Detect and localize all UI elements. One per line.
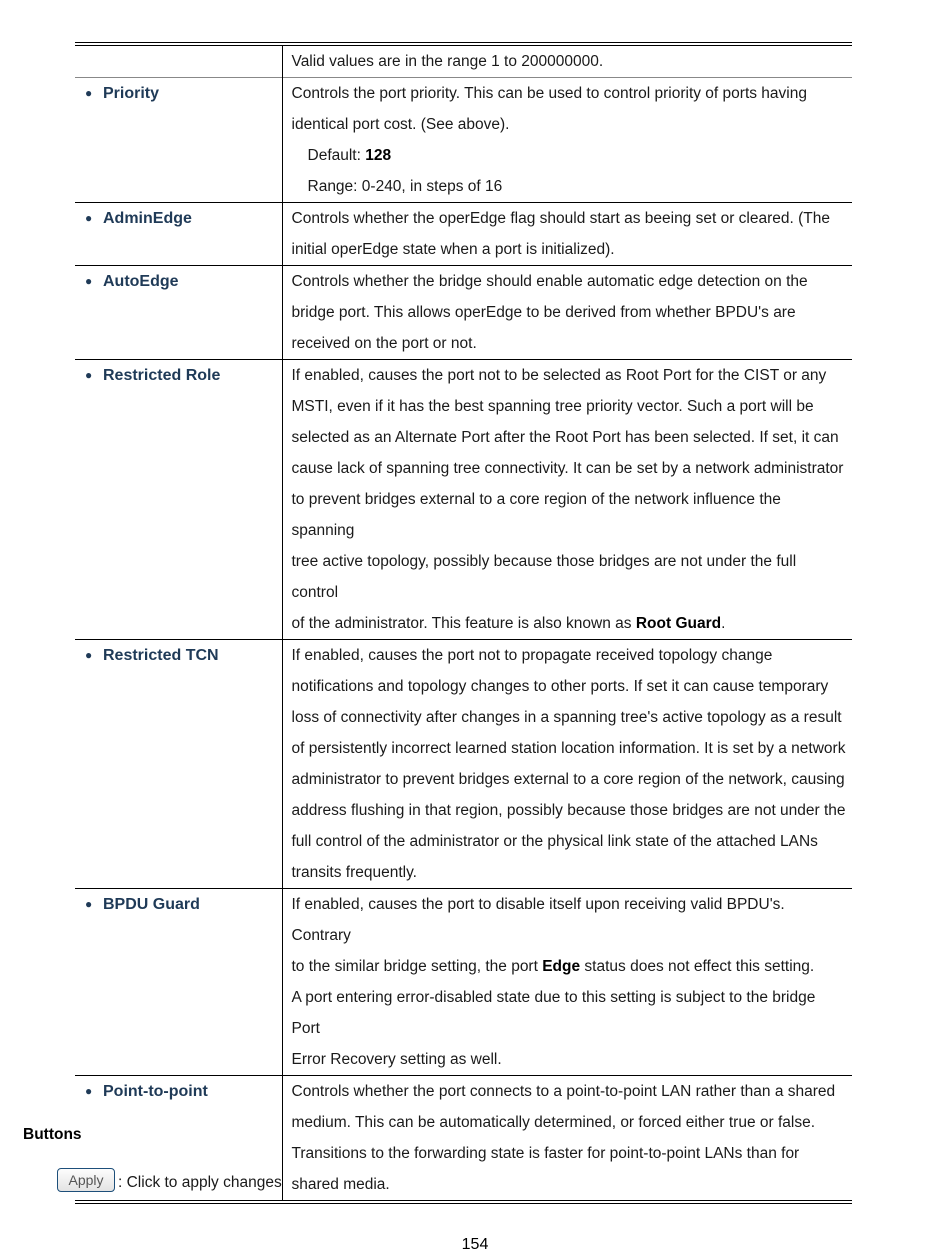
parameter-cell [75,889,282,1076]
description [283,360,853,639]
description-line: to prevent bridges external to a core region of the network influence the spanning [291,491,781,539]
description-cell [282,46,852,78]
parameter-label: Restricted Role [103,367,221,384]
description-line: tree active topology, possibly because those bridges are not under the full control [291,553,797,601]
description-line: If enabled, causes the port not to propagate received topology change [291,647,773,664]
parameter-name [75,640,282,671]
bullet-icon: ● [85,86,93,100]
line-text: status does not effect this setting. [580,958,815,975]
description-line: cause lack of spanning tree connectivity. It can be set by a network administrator [291,460,844,477]
description-line: Error Recovery setting as well. [291,1051,502,1068]
parameter-name [75,266,282,297]
line-text: of the administrator. This feature is also known as [291,615,636,632]
bullet-icon: ● [85,211,93,225]
description-line: transits frequently. [291,864,417,881]
table-row [75,360,852,640]
description-line: selected as an Alternate Port after the Root Port has been selected. If set, it can [291,429,839,446]
description-line: MSTI, even if it has the best spanning tree priority vector. Such a port will be [291,398,814,415]
parameter-cell [75,640,282,889]
buttons-section-title: Buttons [23,1126,82,1143]
parameter-name [75,889,282,920]
parameter-table-body [75,46,852,1200]
parameter-name [75,78,282,109]
description-line: Controls the port priority. This can be used to control priority of ports having [291,85,807,102]
apply-button[interactable]: Apply [57,1168,115,1192]
bullet-icon: ● [85,274,93,288]
parameter-label: AutoEdge [103,273,179,290]
description-cell [282,640,852,889]
description [283,1076,853,1200]
description-line: administrator to prevent bridges external to a core region of the network, causing [291,771,845,788]
parameter-label: Point-to-point [103,1083,208,1100]
description-line: Controls whether the bridge should enable automatic edge detection on the [291,273,808,290]
description-line: initial operEdge state when a port is initialized). [291,241,615,258]
parameter-label: Priority [103,85,160,102]
description-line: received on the port or not. [291,335,477,352]
parameter-cell [75,46,282,78]
parameter-label: AdminEdge [103,210,192,227]
parameter-cell [75,203,282,266]
description-line: Valid values are in the range 1 to 200000000. [291,53,604,70]
description-line: notifications and topology changes to other ports. If set it can cause temporary [291,678,829,695]
description-cell [282,78,852,203]
bullet-icon: ● [85,1084,93,1098]
description-line: Transitions to the forwarding state is faster for point-to-point LANs than for [291,1145,800,1162]
line-text: Default: [307,147,366,164]
description-line: If enabled, causes the port not to be selected as Root Port for the CIST or any [291,367,827,384]
table-row [75,640,852,889]
apply-description: : Click to apply changes [118,1174,282,1191]
parameter-cell [75,266,282,360]
description [283,203,853,265]
description-cell [282,889,852,1076]
description-line: bridge port. This allows operEdge to be derived from whether BPDU's are [291,304,796,321]
parameter-cell [75,360,282,640]
description-line: loss of connectivity after changes in a spanning tree's active topology as a result [291,709,842,726]
table-row [75,889,852,1076]
parameter-table [75,42,852,1204]
emphasis-text: Root Guard [635,615,722,632]
description-cell [282,360,852,640]
parameter-name [75,360,282,391]
description-line: Controls whether the port connects to a point-to-point LAN rather than a shared [291,1083,836,1100]
description-line: full control of the administrator or the physical link state of the attached LANs [291,833,818,850]
description-line: medium. This can be automatically determined, or forced either true or false. [291,1114,816,1131]
line-text: . [721,615,726,632]
description [283,266,853,359]
description-cell [282,203,852,266]
table-row [75,46,852,78]
bullet-icon: ● [85,897,93,911]
parameter-label: Restricted TCN [103,647,219,664]
description-line: of persistently incorrect learned station location information. It is set by a network [291,740,846,757]
description-cell [282,266,852,360]
table-row [75,266,852,360]
description-line [292,140,847,171]
description-line [292,608,847,639]
parameter-name [75,1076,282,1107]
description-line: shared media. [291,1176,390,1193]
description-line [292,951,847,982]
emphasis-text: 128 [365,147,392,164]
description-line: Controls whether the operEdge flag should start as beeing set or cleared. (The [291,210,831,227]
description [283,78,853,202]
page-number: 154 [461,1236,489,1253]
table-row [75,203,852,266]
line-text: to the similar bridge setting, the port [291,958,543,975]
bullet-icon: ● [85,368,93,382]
description-line: address flushing in that region, possibly because those bridges are not under the [291,802,846,819]
description [283,46,853,77]
bullet-icon: ● [85,648,93,662]
description [283,640,853,888]
description-cell [282,1076,852,1201]
parameter-cell [75,78,282,203]
description-line: identical port cost. (See above). [291,116,510,133]
parameter-label: BPDU Guard [103,896,200,913]
table-row [75,78,852,203]
description-line: Range: 0-240, in steps of 16 [307,178,503,195]
apply-row [57,1168,282,1192]
description-line: A port entering error-disabled state due to this setting is subject to the bridge Port [291,989,816,1037]
emphasis-text: Edge [542,958,581,975]
description-line: If enabled, causes the port to disable itself upon receiving valid BPDU's. Contrary [291,896,785,944]
description [283,889,853,1075]
parameter-name [75,203,282,234]
